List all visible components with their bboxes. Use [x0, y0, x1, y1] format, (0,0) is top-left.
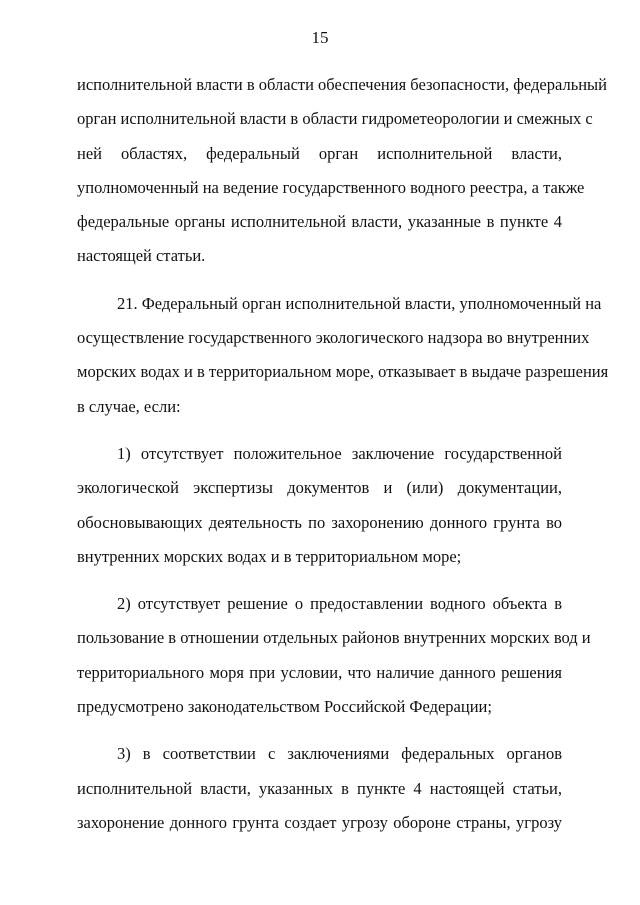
- text-line: 1) отсутствует положительное заключение государственной: [117, 443, 562, 463]
- text-line: федеральные органы исполнительной власти, указанные в пункте 4: [77, 212, 562, 232]
- text-line: обосновывающих деятельность по захоронению донного грунта во: [77, 512, 562, 532]
- list-item-2: [77, 587, 591, 724]
- list-item-1: [77, 437, 562, 574]
- text-line: исполнительной власти в области обеспечения безопасности, федеральный: [77, 75, 607, 94]
- text-line: внутренних морских водах и в территориальном море;: [77, 546, 462, 566]
- text-line: осуществление государственного экологического надзора во внутренних: [77, 328, 590, 348]
- text-line: пользование в отношении отдельных районов внутренних морских вод и: [77, 628, 591, 648]
- text-line: 3) в соответствии с заключениями федеральных органов: [117, 744, 562, 764]
- text-line: ней областях, федеральный орган исполнительной власти,: [77, 143, 562, 163]
- document-body: [77, 68, 609, 840]
- text-line: 2) отсутствует решение о предоставлении водного объекта в: [117, 594, 562, 614]
- text-line: настоящей статьи.: [77, 246, 206, 266]
- text-line: экологической экспертизы документов и (или) документации,: [77, 478, 562, 498]
- text-line: уполномоченный на ведение государственного водного реестра, а также: [77, 177, 585, 197]
- text-line: захоронение донного грунта создает угрозу обороне страны, угрозу: [77, 812, 562, 832]
- text-line: предусмотрено законодательством Российской Федерации;: [77, 697, 492, 717]
- text-line: морских водах и в территориальном море, отказывает в выдаче разрешения: [77, 362, 609, 382]
- text-line: орган исполнительной власти в области гидрометеорологии и смежных с: [77, 109, 593, 129]
- paragraph-21: [77, 287, 609, 424]
- text-line: исполнительной власти, указанных в пункте 4 настоящей статьи,: [77, 778, 562, 798]
- page-number: 15: [311, 28, 329, 47]
- text-line: 21. Федеральный орган исполнительной власти, уполномоченный на: [117, 293, 602, 313]
- paragraph-continuation: [77, 68, 607, 274]
- list-item-3: [77, 737, 562, 840]
- text-line: территориального моря при условии, что наличие данного решения: [77, 662, 562, 682]
- text-line: в случае, если:: [77, 396, 181, 416]
